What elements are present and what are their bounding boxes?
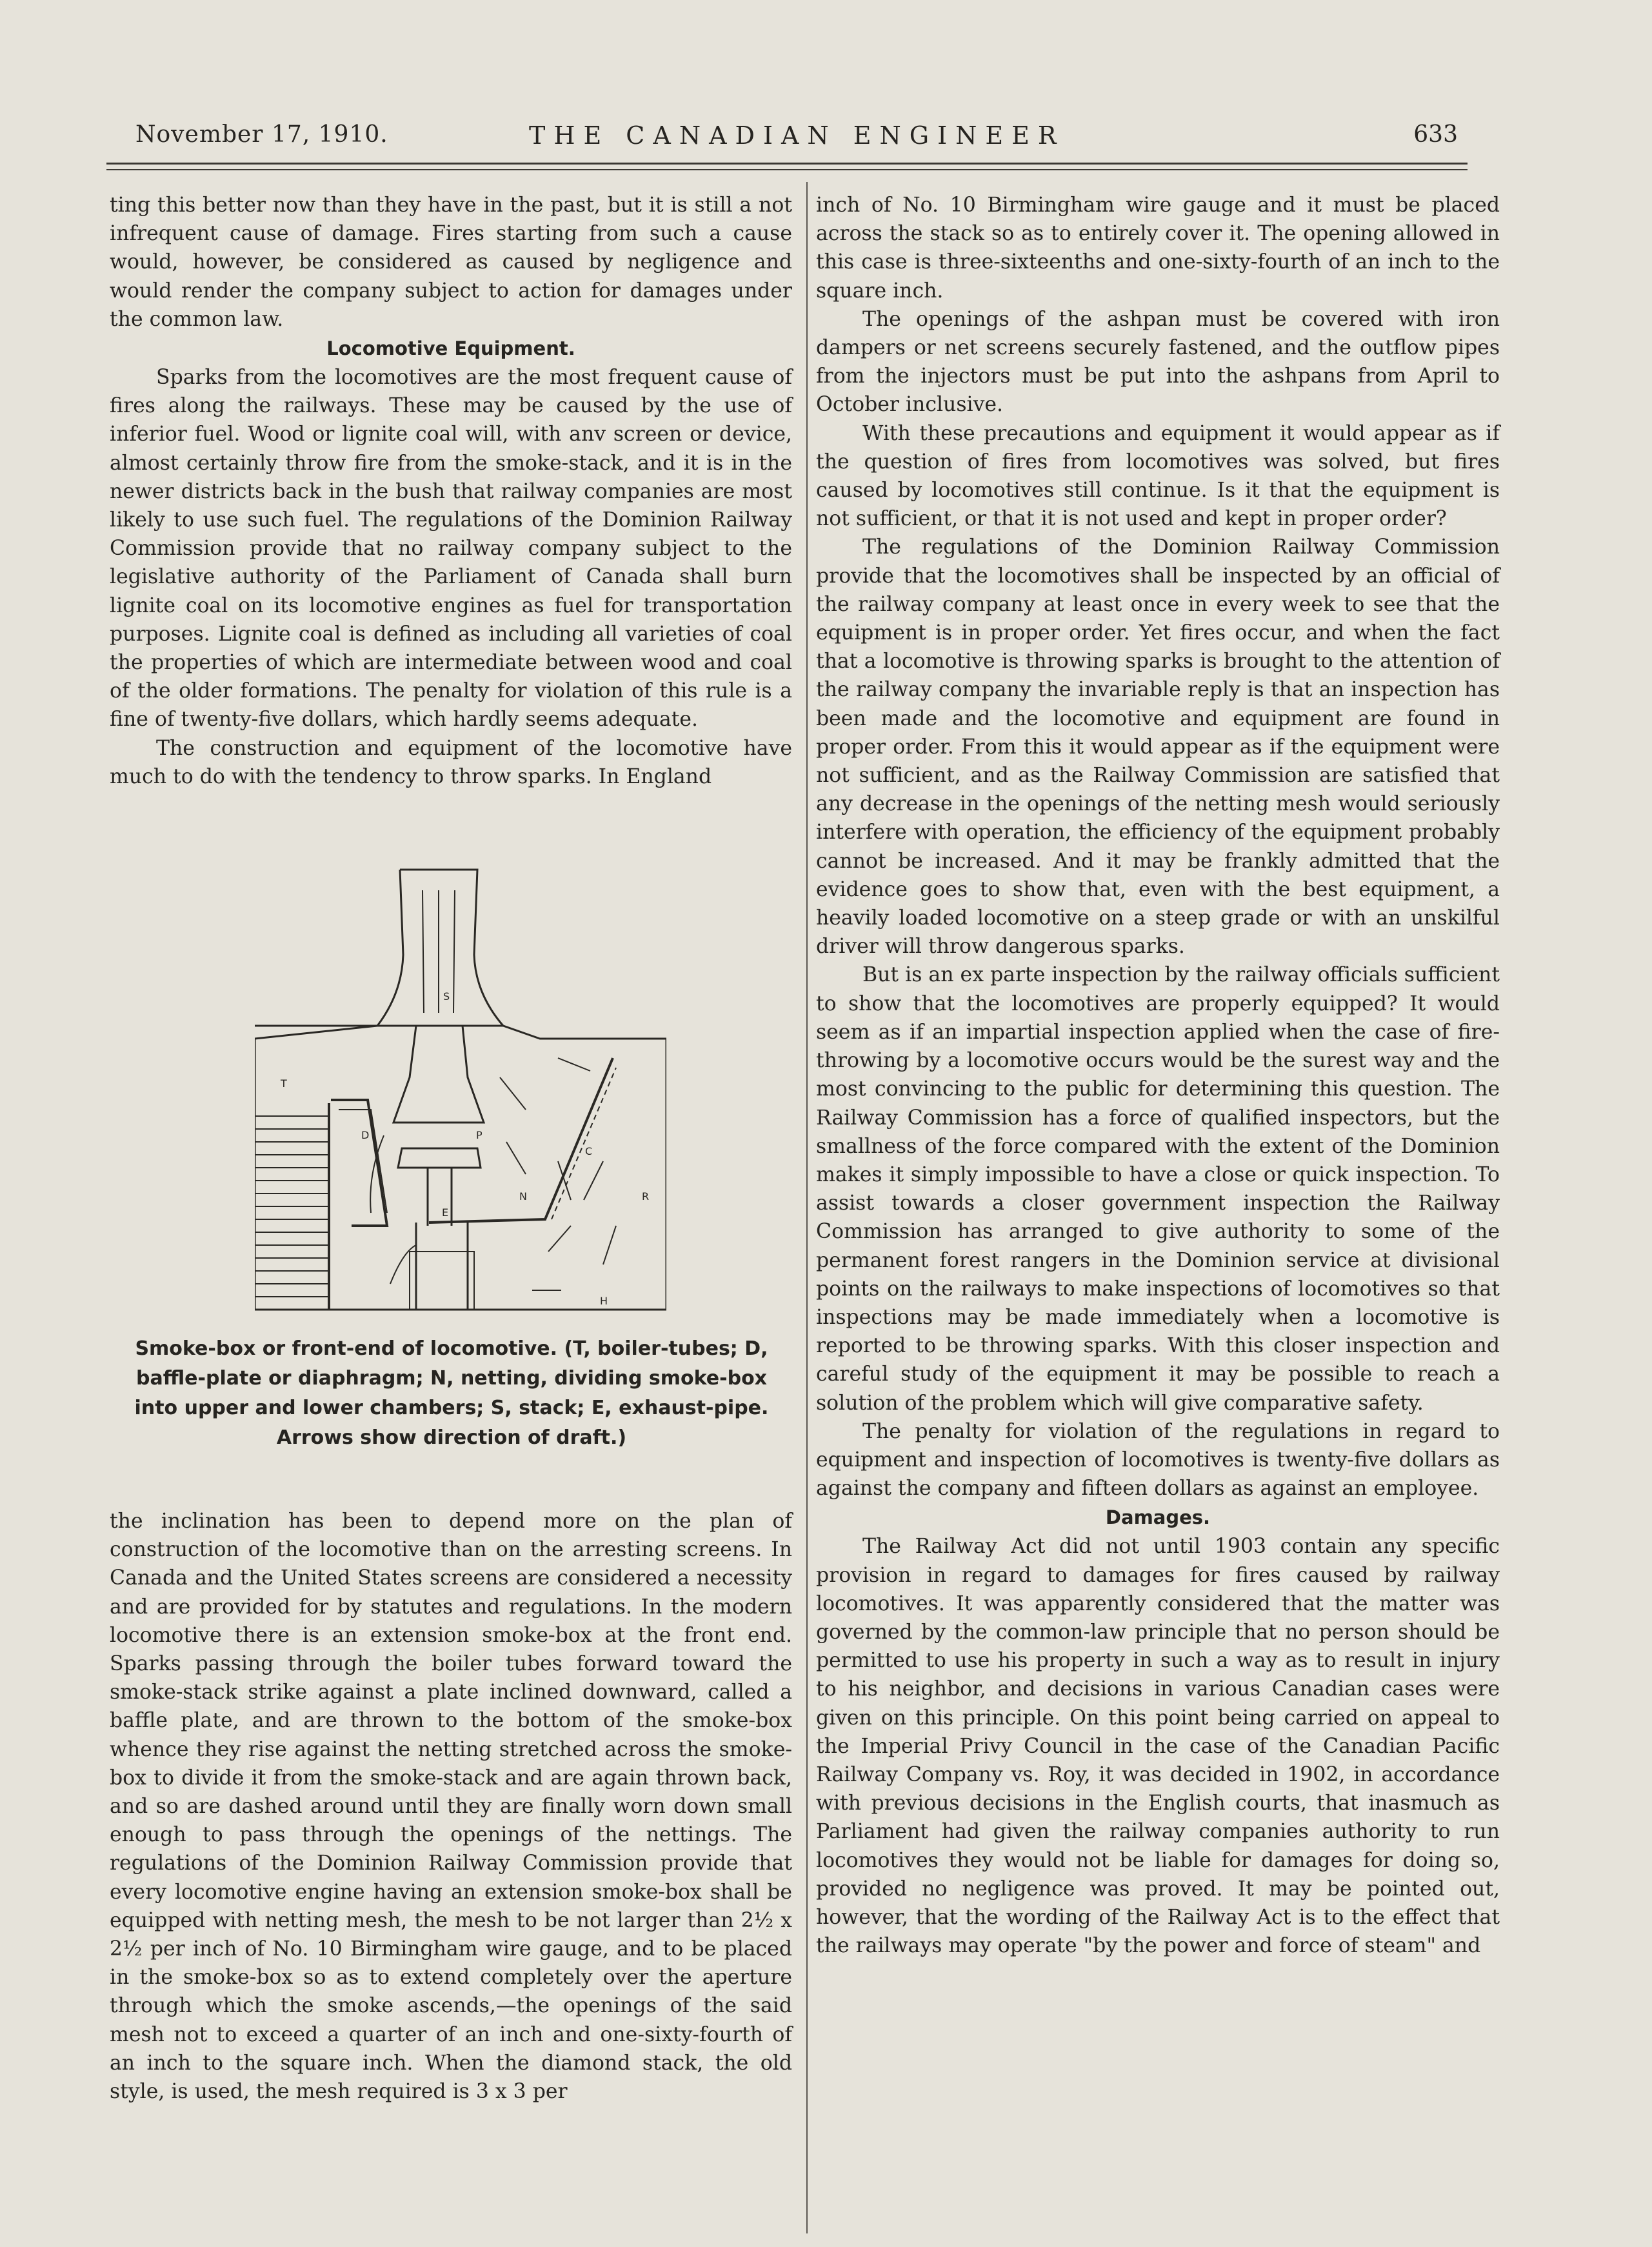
- section-heading-damages: Damages.: [1105, 1506, 1211, 1529]
- diagram-label-S: S: [443, 990, 450, 1003]
- diagram-label-P: P: [476, 1129, 483, 1141]
- diagram-label-T: T: [281, 1077, 287, 1090]
- header-date: November 17, 1910.: [135, 121, 388, 148]
- diagram-label-N: N: [519, 1190, 527, 1203]
- diagram-label-C: C: [585, 1145, 593, 1157]
- column-divider: [806, 182, 808, 2233]
- paragraph: Sparks from the locomotives are the most frequent cause of fires along the railways. These may be caused by the use of inferior fuel. Wood or lignite coal will, with anv screen or device, almost certainly throw fire from the smoke-stack, and it is in the newer districts back in the bush that railway companies are most likely to use such fuel. The regulations of the Dominion Railway Commission provide that no railway company subject to the legislative authority of the Parliament of Canada shall burn lignite coal on its locomotive engines as fuel for transportation purposes. Lignite coal is defined as including all varieties of coal the properties of which are intermediate between wood and coal of the older formations. The penalty for violation of this rule is a fine of twenty-five dollars, which hardly seems adequate.: [110, 366, 792, 732]
- paragraph: ting this better now than they have in the past, but it is still a not infrequent cause of damage. Fires starting from such a cause would, however, be considered as caused by negligence and would render the company subject to action for damages under the common law.: [110, 194, 792, 331]
- paragraph: The regulations of the Dominion Railway Commission provide that the locomotives shall be inspected by an official of the railway company at least once in every week to see that the equipment is in proper order. Yet fires occur, and when the fact that a locomotive is throwing sparks is brought to the attention of the railway company the invariable reply is that an inspection has been made and the locomotive and equipment are found in proper order. From this it would appear as if the equipment were not sufficient, and as the Railway Commission are satisfied that any decrease in the openings of the netting mesh would seriously interfere with operation, the efficiency of the equipment probably cannot be increased. And it may be frankly admitted that the evidence goes to show that, even with the best equipment, a heavily loaded locomotive on a steep grade or with an unskilful driver will throw dangerous sparks.: [816, 535, 1500, 959]
- diagram-label-H: H: [600, 1295, 608, 1307]
- diagram-label-D: D: [361, 1129, 370, 1141]
- paragraph: the inclination has been to depend more on the plan of construction of the locomotive than on the arresting screens. In Canada and the United States screens are considered a necessity and are provided for by statutes and regulations. In the modern locomotive there is an extension smoke-box at the front end. Sparks passing through the boiler tubes forward toward the smoke-stack strike against a plate inclined downward, called a baffle plate, and are thrown to the bottom of the smoke-box whence they rise against the netting stretched across the smoke-box to divide it from the smoke-stack and are again thrown back, and so are dashed around until they are finally worn down small enough to pass through the openings of the nettings. The regulations of the Dominion Railway Commission provide that every locomotive engine having an extension smoke-box shall be equipped with netting mesh, the mesh to be not larger than 2½ x 2½ per inch of No. 10 Birmingham wire gauge, and to be placed in the smoke-box so as to extend completely over the aperture through which the smoke ascends,—the openings of the said mesh not to exceed a quarter of an inch and one-sixty-fourth of an inch to the square inch. When the diamond stack, the old style, is used, the mesh required is 3 x 3 per: [110, 1510, 792, 2104]
- paragraph: The openings of the ashpan must be covered with iron dampers or net screens securely fastened, and the outflow pipes from the injectors must be put into the ashpans from April to October inclusive.: [816, 307, 1500, 417]
- journal-title: THE CANADIAN ENGINEER: [529, 121, 1065, 150]
- header-rule-top: [106, 163, 1468, 165]
- paragraph: But is an ex parte inspection by the railway officials sufficient to show that the locomotives are properly equipped? It would seem as if an impartial inspection applied when the case of fire-throwing by a locomotive occurs would be the surest way and the most convincing to the public for determining this question. The Railway Commission has a force of qualified inspectors, but the smallness of the force compared with the extent of the Dominion makes it simply impossible to have a close or quick inspection. To assist towards a closer government inspection the Railway Commission has arranged to give authority to some of the permanent forest rangers in the Dominion service at divisional points on the railways to make inspections of locomotives so that inspections may be made immediately when a locomotive is reported to be throwing sparks. With this closer inspection and careful study of the equipment it may be possible to reach a solution of the problem which will give comparative safety.: [816, 963, 1500, 1415]
- paragraph: inch of No. 10 Birmingham wire gauge and it must be placed across the stack so as to entirely cover it. The opening allowed in this case is three-sixteenths and one-sixty-fourth of an inch to the square inch.: [816, 194, 1500, 303]
- page-header: [135, 121, 1458, 157]
- paragraph: The Railway Act did not until 1903 contain any specific provision in regard to damages for fires caused by railway locomotives. It was apparently considered that the matter was governed by the common-law principle that no person should be permitted to use his property in such a way as to result in injury to his neighbor, and decisions in various Canadian cases were given on this principle. On this point being carried on appeal to the Imperial Privy Council in the case of the Canadian Pacific Railway Company vs. Roy, it was decided in 1902, in accordance with previous decisions in the English courts, that inasmuch as Parliament had given the railway companies authority to run locomotives they would not be liable for damages for doing so, provided no negligence was proved. It may be pointed out, however, that the wording of the Railway Act is to the effect that the railways may operate "by the power and force of steam" and: [816, 1535, 1500, 1958]
- diagram-label-R: R: [642, 1190, 650, 1203]
- paragraph: The construction and equipment of the locomotive have much to do with the tendency to throw sparks. In England: [110, 736, 792, 788]
- paragraph: With these precautions and equipment it would appear as if the question of fires from locomotives was solved, but fires caused by locomotives still continue. Is it that the equipment is not sufficient, or that it is not used and kept in proper order?: [816, 421, 1500, 531]
- header-rule-bottom: [106, 169, 1468, 170]
- paragraph: The penalty for violation of the regulations in regard to equipment and inspection of locomotives is twenty-five dollars as against the company and fifteen dollars as against an employee.: [816, 1419, 1500, 1501]
- smoke-box-diagram: [255, 864, 666, 1316]
- section-heading-locomotive-equipment: Locomotive Equipment.: [326, 337, 575, 360]
- diagram-label-E: E: [442, 1206, 449, 1219]
- smoke-box-drawing: [255, 864, 666, 1316]
- figure-caption: Smoke-box or front-end of locomotive. (T, boiler-tubes; D, baffle-plate or diaphragm; N, netting, dividing smoke-box into upper and lower chambers; S, stack; E, exhaust-pipe. Arrows show direction of draft.): [134, 1337, 769, 1449]
- left-column-top: [110, 191, 792, 791]
- left-column-bottom: [110, 1507, 792, 2106]
- page-number: 633: [1413, 121, 1458, 148]
- right-column: [816, 191, 1500, 1960]
